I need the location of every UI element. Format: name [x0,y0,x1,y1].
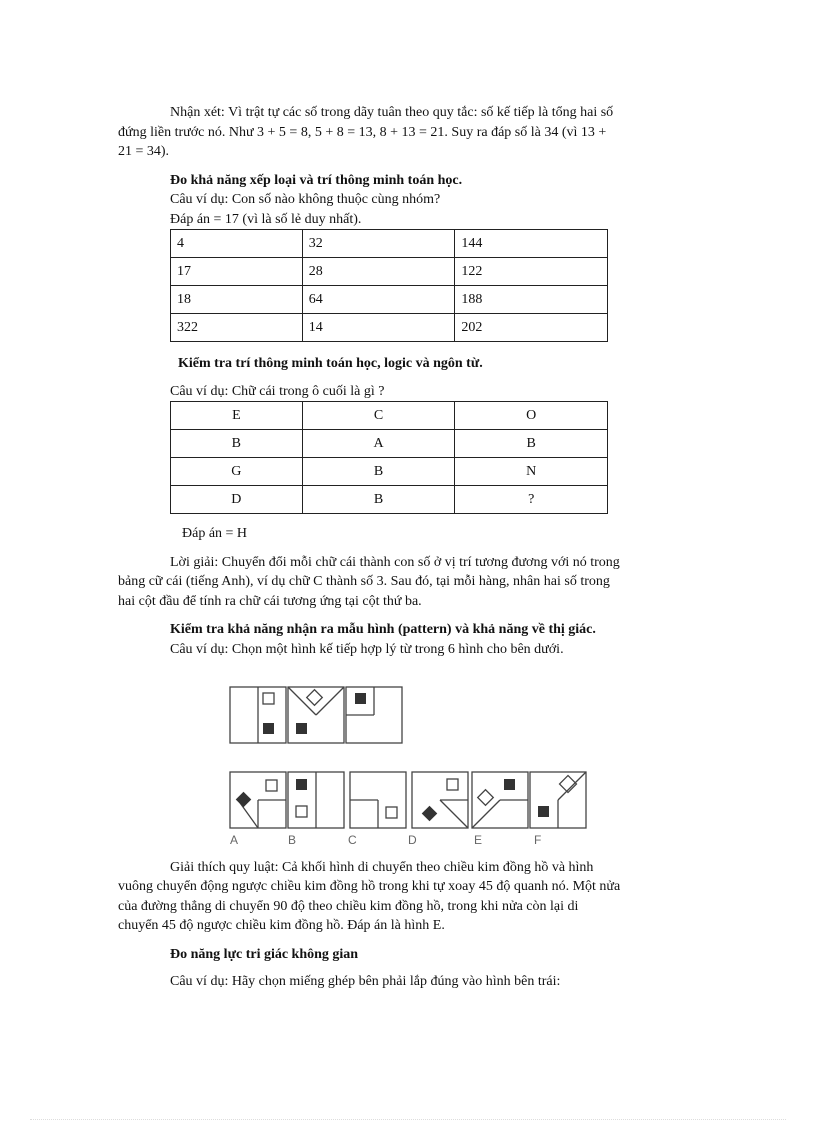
option-label-b: B [288,833,297,847]
option-label-a: A [230,833,239,847]
table-row [171,314,608,342]
section2-question: Câu ví dụ: Chữ cái trong ô cuối là gì ? [170,384,385,399]
section1-question: Câu ví dụ: Con số nào không thuộc cùng nhóm? [170,192,441,207]
table-row [171,430,608,458]
number-table [170,229,608,342]
table-cell: 188 [455,286,608,314]
table-cell: D [171,486,303,514]
table-row [171,486,608,514]
table-cell: B [302,458,455,486]
explanation-continuation [118,877,698,936]
explanation-line-3: của đường thẳng di chuyển 90 độ theo chiều kim đồng hồ, trong khi nửa còn lại di [118,898,579,914]
explanation-line-4: chuyển 45 độ ngược chiều kim đồng hồ. Đáp án là hình E. [118,918,445,933]
explanation-line-2: vuông chuyển động ngược chiều kim đồng hồ trong khi tự xoay 45 độ quanh nó. Một nửa [118,879,621,894]
table-cell: 32 [302,230,455,258]
section3-heading: Kiểm tra khả năng nhận ra mẫu hình (pattern) và khả năng về thị giác. [170,622,596,637]
table-cell: C [302,402,455,430]
solution-line-2: bảng cữ cái (tiếng Anh), ví dụ chữ C thành số 3. Sau đó, tại mỗi hàng, nhân hai số trong [118,574,610,589]
section2-answer: Đáp án = H [182,526,248,541]
option-label-d: D [408,833,417,847]
section4-question: Câu ví dụ: Hãy chọn miếng ghép bên phải lắp đúng vào hình bên trái: [170,974,561,989]
table-cell: 28 [302,258,455,286]
table-cell: E [171,402,303,430]
table-cell: B [455,430,608,458]
table-cell: 17 [171,258,303,286]
table-cell: A [302,430,455,458]
section1-heading: Đo khả năng xếp loại và trí thông minh toán học. [170,173,463,188]
section2-heading: Kiểm tra trí thông minh toán học, logic và ngôn từ. [178,356,483,371]
solution-line-1: Lời giải: Chuyển đổi mỗi chữ cái thành con số ở vị trí tương đương với nó trong [170,555,620,570]
pattern-options-figure [226,770,590,850]
table-cell: 322 [171,314,303,342]
table-row [171,458,608,486]
intro-continuation [118,103,698,162]
table-cell: G [171,458,303,486]
section1-answer: Đáp án = 17 (vì là số lẻ duy nhất). [170,212,362,227]
intro-line-3: 21 = 34). [118,144,170,159]
pattern-sequence-figure [228,685,406,747]
solution-paragraph [170,553,695,573]
option-label-e: E [474,833,483,847]
table-row [171,402,608,430]
table-cell: 122 [455,258,608,286]
option-label-c: C [348,833,357,847]
table-cell: B [302,486,455,514]
table-cell: 4 [171,230,303,258]
solution-continuation [118,572,698,611]
intro-line-1: Nhận xét: Vì trật tự các số trong dãy tuân theo quy tắc: số kế tiếp là tổng hai số [170,105,614,120]
table-cell: 18 [171,286,303,314]
table-cell: 14 [302,314,455,342]
table-row [171,230,608,258]
option-label-f: F [534,833,542,847]
table-row [171,286,608,314]
table-cell: 64 [302,286,455,314]
table-cell: 202 [455,314,608,342]
letter-table [170,401,608,514]
table-row [171,258,608,286]
table-cell: B [171,430,303,458]
table-cell: ? [455,486,608,514]
table-cell: N [455,458,608,486]
explanation-line-1: Giải thích quy luật: Cả khối hình di chuyển theo chiều kim đồng hồ và hình [170,860,594,875]
section4-heading: Đo năng lực tri giác không gian [170,947,359,962]
intro-line-2: đứng liền trước nó. Như 3 + 5 = 8, 5 + 8 = 13, 8 + 13 = 21. Suy ra đáp số là 34 (vì 13 + [118,124,607,140]
section3-question: Câu ví dụ: Chọn một hình kế tiếp hợp lý từ trong 6 hình cho bên dưới. [170,642,564,657]
page-bottom-divider [30,1119,786,1120]
explanation-paragraph [170,858,695,878]
table-cell: O [455,402,608,430]
table-cell: 144 [455,230,608,258]
solution-line-3: hai cột đầu để tính ra chữ cái tương ứng tại cột thứ ba. [118,593,422,609]
